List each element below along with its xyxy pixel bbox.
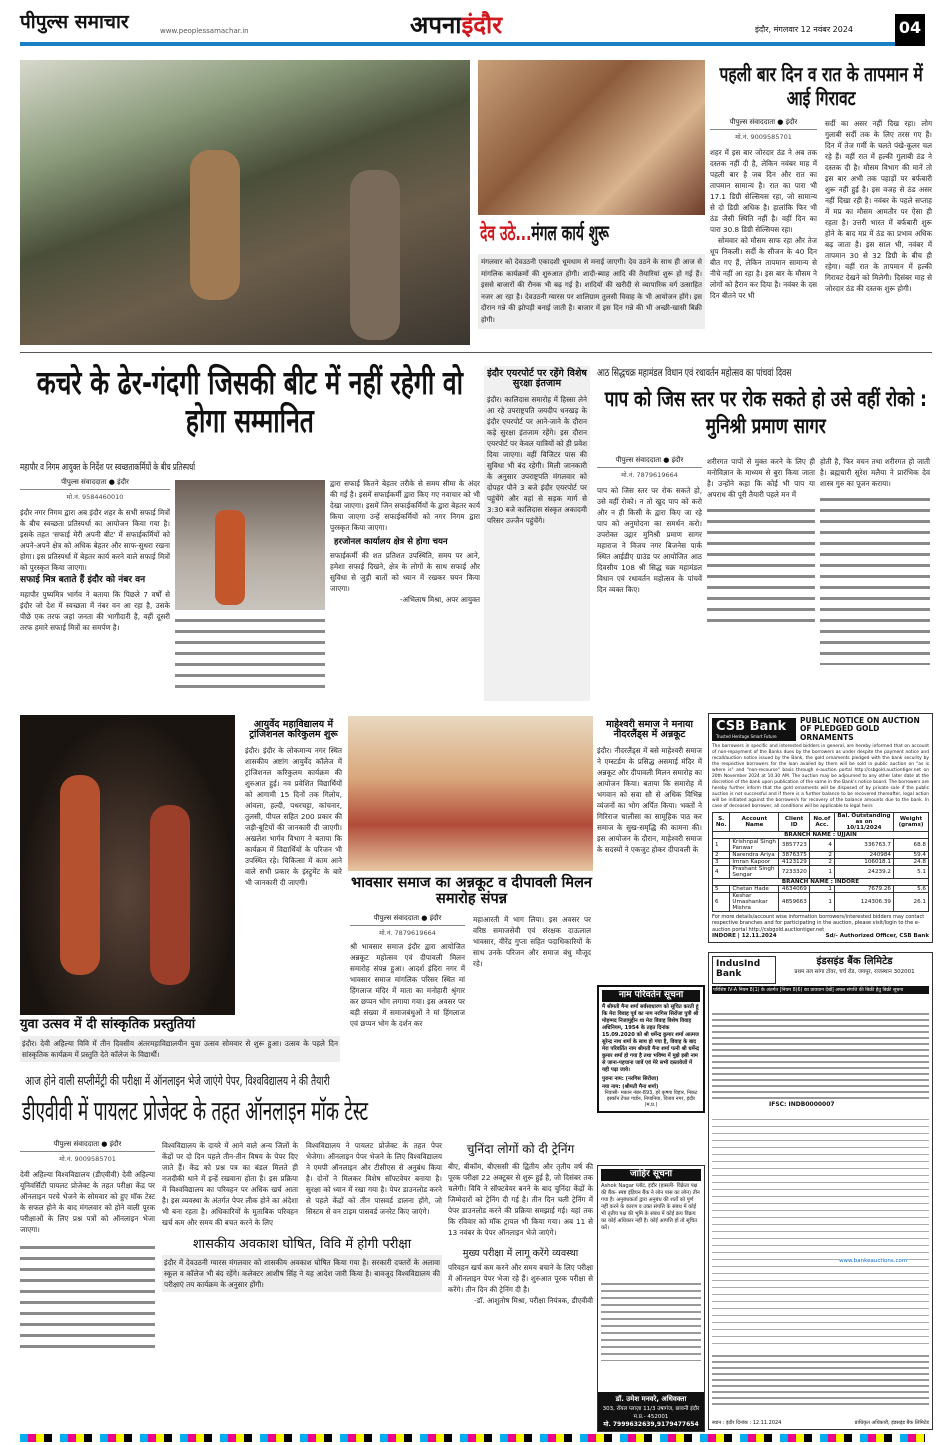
davv-headline: डीएवीवी में पायलट प्रोजेक्ट के तहत ऑनलाइन मॉक टेस्ट: [22, 1096, 369, 1127]
table-header: Client ID: [779, 812, 809, 831]
muni-kicker: आठ सिद्धचक्र महामंडल विधान एवं रथावर्तन महोत्सव का पांचवां दिवस: [597, 367, 792, 379]
mobile-number: मो.नं. 9584460010: [66, 493, 124, 501]
sweeper-photo: [175, 480, 325, 610]
yuva-caption-headline: युवा उत्सव में दी सांस्कृतिक प्रस्तुतियां: [20, 1017, 196, 1032]
maheshwari-headline: माहेश्वरी समाज ने मनाया नीदरलैंड्स में अन्नकूट: [605, 719, 694, 741]
byline: पीपुल्स संवाददाता ● इंदौर: [710, 118, 817, 130]
old-name: पुराना नाम: (नरगिस सिरोंजा): [602, 1075, 659, 1082]
table-cell: 4: [713, 865, 730, 878]
mobile-number: मो.नं. 9009585701: [59, 1155, 116, 1163]
table-cell: 4634069: [779, 885, 809, 892]
diwali-shop-photo: [478, 60, 705, 215]
table-cell: Prashant Singh Sengar: [730, 865, 779, 878]
dev-uthe-headline: [480, 222, 704, 245]
davv-col1: [20, 1140, 155, 1353]
byline: पीपुल्स संवाददाता ● इंदौर: [20, 1140, 155, 1152]
indusind-title: इंडसइंड बैंक लिमिटेड: [816, 956, 893, 967]
muni-para: पाप को जिस स्तर पर रोक सकते हो, उसे वहीं रोको। न तो खुद पाप को करो और न ही किसी के द्वारा किए जा रहे पाप को अनुमोदना का समर्थन करो। उपरोक्त उद्गार मुनिश्री प्रमाण सागर महाराज ने विजय नगर बिजनेस पार्क स्थित आईडीए ग्राउंड पर आयोजित आठ दिवसीय 108 श्री सिद्ध चक्र महामंडल विधान एवं रथावर्तन महोत्सव के पांचवें दिन व्यक्त किए।: [597, 486, 702, 594]
table-cell: Narendra Ariya: [730, 851, 779, 858]
table-cell: 1: [809, 885, 834, 892]
indusind-website[interactable]: www.bankeauctions.com: [839, 1258, 908, 1264]
csb-place-date: INDORE | 12.11.2024: [712, 933, 777, 940]
indusind-signature: प्राधिकृत अधिकारी, इंडसइंड बैंक लिमिटेड: [854, 1420, 929, 1426]
muni-col1: [597, 456, 702, 665]
mobile-number: मो.नं. 7879619664: [379, 928, 436, 937]
table-cell: 3: [713, 858, 730, 865]
csb-footer: For more details/account wise information borrowers/interested bidders may contact respective branches and for participating in the auction, please visit/login to the e-auction portal http://csbgold.auctiontiger.net: [712, 913, 925, 933]
table-cell: 336763.7: [834, 838, 893, 851]
table-cell: 3857723: [779, 838, 809, 851]
dateline: इंदौर, मंगलवार 12 नवंबर 2024: [755, 25, 854, 34]
davv-mid: [162, 1140, 442, 1292]
davv-para: विश्वविद्यालय ने पायलट प्रोजेक्ट के तहत पेपर भेजेगा। ऑनलाइन पेपर भेजने के लिए विश्वविद्यालय ने एमपी ऑनलाइन और टीसीएस से अनुबंध किया है। दोनों ने मिलकर विशेष सॉफ्टवेयर बनाया है। सुरक्षा को ध्यान में रखा गया है। पेपर डाउनलोड करने से पहले केंद्रों को तीन पासवर्ड डालना होंगे, जो सिस्टम से वन टाइम पासवर्ड जनरेट किए जाएंगे।: [306, 1141, 442, 1216]
table-cell: 1: [713, 838, 730, 851]
table-row: [713, 851, 929, 858]
muni-article: [597, 366, 935, 665]
davv-quote: परिवहन खर्च कम करने और समय बचाने के लिए परीक्षा में ऑनलाइन पेपर भेजा रहे हैं। शुरुआत पूरक परीक्षा से करेंगे। तीन दिन की ट्रेनिंग दी है।: [448, 1263, 593, 1294]
table-cell: 68.8: [893, 838, 928, 851]
mobile-number: मो.नं. 9009585701: [735, 133, 792, 141]
newspaper-logo: पीपुल्स समाचार: [20, 11, 129, 33]
table-cell: 24239.2: [834, 865, 893, 878]
airport-article: [484, 366, 590, 701]
csb-notice-body: The borrowers in specific and interested bidders in general, are hereby informed that on account of non-repayment of the Banks dues by the borrowers as under despite the payment notice and recall/auction notice issued by the Bank, the gold ornaments pledged with the bank security by the respective borrowers for the loan availed by them will be sold in public auction on "as is where is" and "non-recourse" basis through e-auction portal http://csbgold.auctiontiger.net on 20th November 2024 at 10.30 AM. The auction may be adjourned to any other later date at the discretion of the bank upon publication of the same in the Bank's notice board. The borrowers are hereby further inform that the gold ornaments will be disposed of by private sale if the public auction is not successful and if there is a further balance to be recovered thereafter, legal action will be initiated against the borrower/s for recovery of the balance amounts due to the bank. In case of deceased borrower, all conditions will be applicable to legal heirs: [712, 743, 929, 809]
table-row: [713, 838, 929, 851]
table-cell: 6: [713, 892, 730, 911]
table-header: Weight (grams): [893, 812, 928, 831]
table-cell: 240984: [834, 851, 893, 858]
table-cell: 2: [809, 858, 834, 865]
table-cell: 24.8: [893, 858, 928, 865]
table-cell: 2: [809, 851, 834, 858]
swachh-col3: [330, 478, 480, 605]
text-lines: [175, 616, 325, 696]
table-cell: 4123129: [779, 858, 809, 865]
byline: पीपुल्स संवाददाता ● इंदौर: [597, 456, 702, 468]
airport-headline: इंदौर एयरपोर्ट पर रहेंगे विशेष सुरक्षा इंतजाम: [487, 368, 587, 390]
table-cell: 124306.39: [834, 892, 893, 911]
public-notice-title: जाहिर सूचना: [601, 1169, 701, 1181]
table-cell: Krishnpal Singh Panwar: [730, 838, 779, 851]
public-notice-body: Ashok Nagar प्लॉट, इंदौर (हासली- विक्रेता पक्ष की बैंक- स्पष्ट इंडियन बैंक ने लोन पास का लोन) तीन गया है। अनुबंधकर्ता द्वारा अनुबंध की शर्तों को पूर्ण नहीं करने के कारण व उक्त संपत्ति के संबंध में कोई भी तृतीय पक्ष की भूमि के संबंध में कोई क्रय विक्रय का कोई अधिकार नहीं है। कोई आपत्ति हो तो सूचित करें।: [601, 1182, 700, 1231]
swachh-para: द्वारा सफाई कितने बेहतर तरीके से समय सीमा के अंदर की गई है। इसमें सफाईकर्मी द्वारा किए गए नवाचार को भी देखा जाएगा। इसमें जिन सफाईकर्मियों के द्वारा बेहतर कार्य किया जाएगा उन्हें सफाईकर्मियों को नगर निगम द्वारा पुरस्कृत किया जाएगा।: [330, 479, 480, 532]
table-cell: Imran Kapoor: [730, 858, 779, 865]
muni-para: शरीरगत पापों से मुक्त करने के लिए ही मनोविज्ञान के माध्यम से बुरा किया जाता है। उन्होंने कहा कि कोई भी पाप या अपराध की पूरी तैयारी पहले मन में: [707, 457, 815, 499]
table-header: No.of Acc.: [809, 812, 834, 831]
website-url[interactable]: www.peoplessamachar.in: [160, 27, 249, 35]
davv-para: इंदौर में देवउठनी ग्यारस मंगलवार को शासकीय अवकाश घोषित किया गया है। सरकारी दफ्तरों के अलावा स्कूल व कॉलेज भी बंद रहेंगे। कलेक्टर आशीष सिंह ने यह आदेश जारी किया है। बावजूद विश्वविद्यालय की परीक्षाएं तय कार्यक्रम के अनुसार होंगी।: [162, 1255, 442, 1292]
davv-subhead: मुख्य परीक्षा में लागू करेंगे व्यवस्था: [462, 1248, 579, 1259]
table-cell: 106018.1: [834, 858, 893, 865]
csb-tagline: Trusted Heritage Smart Future: [716, 734, 777, 740]
indusind-banner: परिशिष्ट IV-A नियम 8(1) के अंतर्गत [नियम 8(6) का प्रावधान देखें] अचल संपत्ति की बिक्री हेतु बिक्री सूचना: [712, 986, 929, 994]
table-cell: 1: [809, 892, 834, 911]
new-name: नया नाम: (श्रीमती मैना शर्मा): [602, 1083, 659, 1090]
indusind-ifsc: IFSC: INDB0000007: [769, 1101, 835, 1108]
dev-uthe-body: मंगलवार को देवउठनी एकादशी धूमधाम से मनाई जाएगी। देव उठने के साथ ही आज से मांगलिक कार्यक्रमों की शुरुआत होगी। शादी-ब्याह आदि की तैयारियां शुरू हो गई हैं। इससे बाजारों की रौनक भी बढ़ गई है। शादियों की खरीदी से व्यापारिक वर्ग उत्साहित नजर आ रहा है। देवउठनी ग्यारस पर शालिग्राम तुलसी विवाह के भी आयोजन होंगे। इस दौरान गन्ने की झोपड़ी बनाई जाती है। बाजार में इस दिन गन्ने की भी अच्छी-खासी बिक्री होगी।: [478, 254, 705, 329]
indusind-address: प्रथम तल सांगा टॉवर, चर्च रोड, जयपुर, राजस्थान 302001: [794, 969, 915, 975]
table-cell: Keshar Umashankar Mishra: [730, 892, 779, 911]
ayurved-article: [245, 720, 342, 888]
table-cell: 5.6: [893, 885, 928, 892]
davv-kicker: आज होने वाली सप्लीमेंट्री की परीक्षा में ऑनलाइन भेजे जाएंगे पेपर, विश्वविद्यालय ने की तैयारी: [25, 1073, 330, 1088]
weather-article: [710, 62, 932, 301]
table-row: [713, 885, 929, 892]
table-header: S. No.: [713, 812, 730, 831]
weather-headline: पहली बार दिन व रात के तापमान में आई गिरावट: [719, 62, 923, 110]
table-row: [713, 865, 929, 878]
section-title-a: अपना: [410, 11, 462, 39]
notice-text-lines: [601, 1281, 701, 1361]
table-cell: Chetan Hade: [730, 885, 779, 892]
swachh-subhead: सफाई मित्र बताते हैं इंदौर को नंबर वन: [20, 575, 146, 585]
notice-table-lines: [712, 1113, 929, 1348]
davv-para: देवी अहिल्या विश्वविद्यालय (डीएवीवी) देवी अहिल्या यूनिवर्सिटी पायलट प्रोजेक्ट के तहत परीक्षा केंद्र पर ऑनलाइन परचे भेजने के सोमवार को हुए मॉक टेस्ट के सफल होने के बाद मंगलवार को होने वाली पूरक परीक्षाओं के लिए प्रश्न पत्रों को ऑनलाइन भेजा जाएगा।: [20, 1170, 155, 1234]
swachh-para: इंदौर नगर निगम द्वारा अब इंदौर शहर के सभी सफाई मित्रों के बीच स्वच्छता प्रतिस्पर्धा का आयोजन किया गया है। इसके तहत 'सफाई मेरी अपनी बीट' में सफाईकर्मियों को अपने-अपने क्षेत्र को अधिक बेहतर और साफ-सुथरा रखना होगा। इस प्रतिस्पर्धा में बेहतर कार्य करने वाले सफाई मित्रों को पुरस्कृत किया जाएगा।: [20, 508, 170, 572]
bhavsar-col1: [350, 914, 465, 1029]
airport-body: इंदौर। कालिदास समारोह में हिस्सा लेने आ रहे उपराष्ट्रपति जयदीप धनखड़ के इंदौर एयरपोर्ट पर आने-जाने के दौरान कड़े सुरक्षा इंतजाम रहेंगे। इस दौरान एयरपोर्ट पर केवल यात्रियों को ही प्रवेश दिया जाएगा। वहीं विजिटर पास की सुविधा भी बंद रहेगी। मिली जानकारी के अनुसार उपराष्ट्रपति मंगलवार को दोपहर पौने 3 बजे इंदौर एयरपोर्ट पर पहुंचेंगे और वहां से सड़क मार्ग से 3:30 बजे कालिदास संस्कृत अकादमी परिसर उज्जैन पहुंचेंगे।: [487, 394, 587, 525]
swachh-col1: [20, 478, 170, 633]
text-lines: [820, 495, 930, 665]
table-cell: 7233320: [779, 865, 809, 878]
annakut-gathering-photo: [348, 716, 593, 871]
table-header: Account Name: [730, 812, 779, 831]
table-cell: 26.1: [893, 892, 928, 911]
text-lines: [707, 506, 815, 626]
headline-black: मंगल कार्य शुरू: [531, 221, 609, 245]
yuva-caption-body: इंदौर। देवी अहिल्या विवि में तीन दिवसीय अंतरमहाविद्यालयीन युवा उत्सव सोमवार से शुरू हुआ। उत्सव के पहले दिन सांस्कृतिक कार्यक्रम में प्रस्तुति देते कॉलेज के विद्यार्थी।: [20, 1036, 340, 1062]
table-cell: 2: [713, 851, 730, 858]
davv-subhead: चुनिंदा लोगों को दी ट्रेनिंग: [466, 1142, 575, 1156]
maheshwari-body: इंदौर। नीदरलैंड्स में बसे माहेश्वरी समाज ने एम्स्टर्डम के प्रसिद्ध असमाई मंदिर में अन्नकूट और दीपावली मिलन समारोह का आयोजन किया। बताया कि समारोह में भगवान को सवा सौ से अधिक विभिन्न व्यंजनों का भोग अर्पित किया। भक्तों ने गिरिराज चालीसा का सामूहिक पाठ कर समाज के सुख-समृद्धि की कामना की। इस आयोजन के दौरान, माहेश्वरी समाज के सदस्यों ने एकजुट होकर दीपावली के: [597, 745, 702, 854]
csb-auction-table: [712, 812, 929, 912]
muni-para: होती है, फिर वचन तथा शरीरगत हो जाती है। ब्रह्मचारी सुरेश मलैया ने प्रारंभिक देव शास्त्र गुरु का पूजन कराया।: [820, 457, 930, 488]
header-rule: [20, 42, 895, 46]
weather-para: सर्दी का असर नहीं दिख रहा। लोग गुलाबी सर्दी तक के लिए तरस गए हैं। दिन में तेज गर्मी के चलते पंखे-कूलर चल रहे हैं। वहीं रात में हल्की गुलाबी ठंड ने दस्तक दी है। मौसम विभाग की मानें तो इस बार अभी तक पहाड़ों पर बर्फबारी शुरू नहीं हुई है। इस वजह से ठंड असर नहीं दिखा रही है। नवंबर के पहले सप्ताह में मप्र का मौसम आमतौर पर ऐसा ही रहता है। उत्तरी भारत में बर्फबारी शुरू होने के बाद मप्र में ठंड का प्रभाव अधिक बढ़ जाता है। इस साल भी, नवंबर में तापमान 30 से 32 डिग्री के बीच ही रहेगा। वहीं रात के तापमान में हल्की गिरावट देखने को मिलेगी। दिसंबर माह से जोरदार ठंड की दस्तक शुरू होगी।: [825, 119, 932, 293]
branch-name: BRANCH NAME : UJJAIN: [713, 831, 929, 838]
swachh-subhead: हरजोनल कार्यालय क्षेत्र से होगा चयन: [334, 537, 448, 547]
bhavsar-para: महाआरती में भाग लिया। इस अवसर पर वरिष्ठ समाजसेवी एवं संरक्षक दाऊलाल भावसार, वीरेंद्र गुप्ता सहित पदाधिकारियों के साथ उनके परिजन और समाज बंधु मौजूद रहे।: [473, 914, 591, 968]
color-registration-bar: [20, 1434, 925, 1442]
quote-attribution: -अभिलाष मिश्रा, अपर आयुक्त: [399, 595, 480, 605]
ayurved-body: इंदौर। इंदौर के लोकमान्य नगर स्थित शासकीय अष्टांग आयुर्वेद कॉलेज में ट्रांजिशनल करिकुलम कार्यक्रम की शुरुआत हुई। नव प्रवेशित विद्यार्थियों को आगामी 15 दिनों तक गिलोय, आंवला, हल्दी, पथरचट्टा, कांचनार, तुलसी, पीपल सहित 200 प्रकार की जड़ी-बूटियों की जानकारी दी जाएगी। अखलेश भार्गव विभाग ने बताया कि कार्यक्रम में विद्यार्थियों के परिजन भी उपस्थित रहे। चिकित्सा में काम आने वाले सभी प्रकार के इंस्ट्रूमेंट के बारे भी जानकारी दी जाएगी।: [245, 745, 342, 887]
advocate-name: डॉ. उमेश मनवरे, अधिवक्ता: [615, 1395, 687, 1403]
public-notice: [597, 1165, 705, 1432]
divider: [20, 352, 932, 353]
swachh-quote: सफाईकर्मी की शत प्रतिशत उपस्थिति, समय पर आने, हमेशा सफाई दिखने, क्षेत्र के लोगों के साथ सफाई और सुविधा से जुड़ी बातों को ध्यान में रखकर चयन किया जाएगा।: [330, 551, 480, 594]
sugarcane-market-photo: [20, 60, 470, 345]
notice-text-lines: [712, 1011, 929, 1099]
csb-auction-notice: [708, 713, 933, 943]
swachh-headline: कचरे के ढेर-गंदगी जिसकी बीट में नहीं रहेगी वो होगा सम्मानित: [36, 363, 464, 440]
section-title-b: इंदौर: [461, 11, 503, 39]
weather-para: सोमवार को मौसम साफ रहा और तेज धूप निकली। सर्दी के सीजन के 40 दिन बीत गए हैं, लेकिन तापमान सामान्य से नीचे नहीं आ रहा है। इस बार के मौसम ने लोगों को हैरान कर दिया है। नवंबर के दस दिन बीतने पर भी: [710, 236, 817, 300]
advocate-phone: मो. 7999632639,9179477654: [603, 1421, 699, 1428]
maheshwari-article: [597, 720, 702, 855]
masthead: [0, 0, 945, 46]
bhavsar-para: श्री भावसार समाज इंदौर द्वारा आयोजित अन्नकूट महोत्सव एवं दीपावली मिलन समारोह संपन्न हुआ। आदर्श इंदिरा नगर में भावसार समाज मांगलिक परिसर स्थित मां हिंगलाज मंदिर में माता का मनोहारी श्रृंगार कर छप्पन भोग लगाया गया। इस अवसर पर बड़ी संख्या में समाजबंधुओं ने मां हिंगलाज एवं छप्पन भोग के दर्शन कर: [350, 941, 465, 1028]
name-change-address: निवासी- मकान नंबर-893, हरे कृष्णा विहार, निकट इस्कॉन टेंपल गार्डन, निपानिया, विजय नगर, इंदौर (म.प्र.): [604, 1089, 698, 1108]
indusind-logo: IndusInd Bank: [712, 956, 776, 984]
table-cell: 5.1: [893, 865, 928, 878]
text-lines: [20, 1243, 155, 1353]
byline: पीपुल्स संवाददाता ● इंदौर: [20, 478, 170, 490]
headline-red: देव उठे...: [480, 221, 532, 245]
name-change-body: मैं श्रीमती मैना शर्मा सर्वसाधारण को सूचित करती हूं कि मेरा विवाह पूर्व का नाम नरगिस सिरोंजा पुत्री श्री मोहम्मद निजामुद्दीन था मेरा विवाह विशेष विवाह अधिनियम, 1954 के तहत दिनांक 15.09.2020 को श्री धर्मेन्द्र कुमार शर्मा आत्मज सुरेन्द्र नाथ शर्मा के साथ हो गया है, विवाह के बाद मेरा परिवर्तित नाम श्रीमती मैना शर्मा पत्नी श्री धर्मेन्द्र कुमार शर्मा हो गया है तथा भविष्य में मुझे इसी नाम से जाना-पहचाना जावें एवं मेरे सभी दस्तावेजों में यही पढ़ा जावे।: [602, 1003, 700, 1073]
davv-para: विश्वविद्यालय के दायरे में आने वाले अन्य जिलों के केंद्रों पर दो दिन पहले तीन-तीन विषय के पेपर दिए जाते हैं। केंद्र को प्रश्न पत्र का बंडल मिलते ही नजदीकी थाने में इन्हें रखवाना होता है। इस प्रक्रिया में विश्वविद्यालय का परिवहन पर अधिक खर्च आता है। इस व्यवस्था के अंतर्गत पेपर लीक होने का अंदेशा भी बना रहता है। अधिकारियों के मुताबिक परिवहन खर्च कम और समय की बचत करने के लिए: [162, 1141, 298, 1227]
swachh-subheadline: महापौर व निगम आयुक्त के निर्देश पर स्वच्छताकर्मियों के बीच प्रतिस्पर्धा: [20, 462, 195, 473]
indusind-sale-notice: [708, 952, 933, 1430]
mobile-number: मो.नं. 7879619664: [621, 471, 678, 479]
table-row: [713, 892, 929, 911]
table-row: [713, 858, 929, 865]
davv-right: [448, 1140, 593, 1306]
table-cell: 4859663: [779, 892, 809, 911]
byline: पीपुल्स संवाददाता ● इंदौर: [350, 914, 465, 926]
table-cell: 3876375: [779, 851, 809, 858]
table-cell: 59.4: [893, 851, 928, 858]
indusind-place-date: स्थान : इंदौर दिनांक : 12.11.2024: [712, 1420, 782, 1426]
csb-signature: Sd/- Authorized Officer, CSB Bank: [825, 933, 929, 940]
dance-performance-photo: [20, 715, 235, 1015]
table-cell: 7679.26: [834, 885, 893, 892]
muni-headline: पाप को जिस स्तर पर रोक सकते हो उसे वहीं रोको : मुनिश्री प्रमाण सागर: [604, 387, 927, 439]
csb-notice-title: PUBLIC NOTICE ON AUCTION OF PLEDGED GOLD ORNAMENTS: [800, 716, 920, 742]
name-change-notice: [597, 985, 705, 1113]
ayurved-headline: आयुर्वेद महाविद्यालय में ट्रांजिशनल करिकुलम शुरू: [249, 719, 338, 741]
csb-logo: [712, 718, 796, 741]
notice-text-lines: [712, 1353, 929, 1408]
branch-name: BRANCH NAME : INDORE: [713, 878, 929, 885]
csb-logo-text: CSB Bank: [716, 718, 787, 734]
weather-para: शहर में इस बार जोरदार ठंड ने अब तक दस्तक नहीं दी है, लेकिन नवंबर माह में पहली बार है जब दिन और रात का तापमान सामान्य है। रात का पारा भी 17.1 डिग्री सेल्सियस रहा, जो सामान्य से दो डिग्री अधिक है। हालांकि फिर भी ठंड जैसी स्थिति नहीं है। वहीं दिन का पारा 30.8 डिग्री सेल्सियस रहा।: [710, 148, 817, 234]
davv-para: बीए, बीकॉम, बीएससी की द्वितीय और तृतीय वर्ष की पूरक परीक्षा 22 अक्टूबर से शुरू हुई है, जो दिसंबर तक चलेगी। विवि ने सॉफ्टवेयर बनने के बाद चुनिंदा केंद्रों के जिम्मेदारों को ट्रेनिंग दी गई है। तीन दिन चली ट्रेनिंग में पेपर डाउनलोड करने की प्रक्रिया समझाई गई। यहां तक कि रविवार को मॉक ट्रायल भी किया गया। अब 11 से 13 नवंबर के पेपर ऑनलाइन भेजे जाएंगे।: [448, 1162, 593, 1237]
bhavsar-headline: भावसार समाज का अन्नकूट व दीपावली मिलन समारोह संपन्न: [351, 875, 592, 907]
bhavsar-article: [350, 876, 593, 1029]
advocate-address: 303, रॉयल प्लाज़ा 11/3 उषागंज, छावनी इंदौर म.प्र.- 452001: [602, 1406, 700, 1420]
table-header: Bal. Outstanding as on 10/11/2024: [834, 812, 893, 831]
table-cell: 5: [713, 885, 730, 892]
name-change-title: नाम परिवर्तन सूचना: [602, 990, 700, 1002]
quote-attribution: -डॉ. आशुतोष मिश्रा, परीक्षा नियंत्रक, डीएवीवी: [474, 1296, 593, 1305]
table-cell: 4: [809, 838, 834, 851]
section-title: [410, 12, 502, 38]
page-number: 04: [895, 14, 925, 46]
table-cell: 1: [809, 865, 834, 878]
swachh-para: महापौर पुष्यमित्र भार्गव ने बताया कि पिछले 7 वर्षों से इंदौर जो देश में स्वच्छता में नंबर वन आ रहा है, उसके पीछे एक तरफ जहां जनता की भागीदारी है, वहीं दूसरी तरफ हमारे सफाई मित्रों का समर्पण है।: [20, 589, 170, 632]
davv-subhead: शासकीय अवकाश घोषित, विवि में होगी परीक्षा: [192, 1237, 412, 1252]
